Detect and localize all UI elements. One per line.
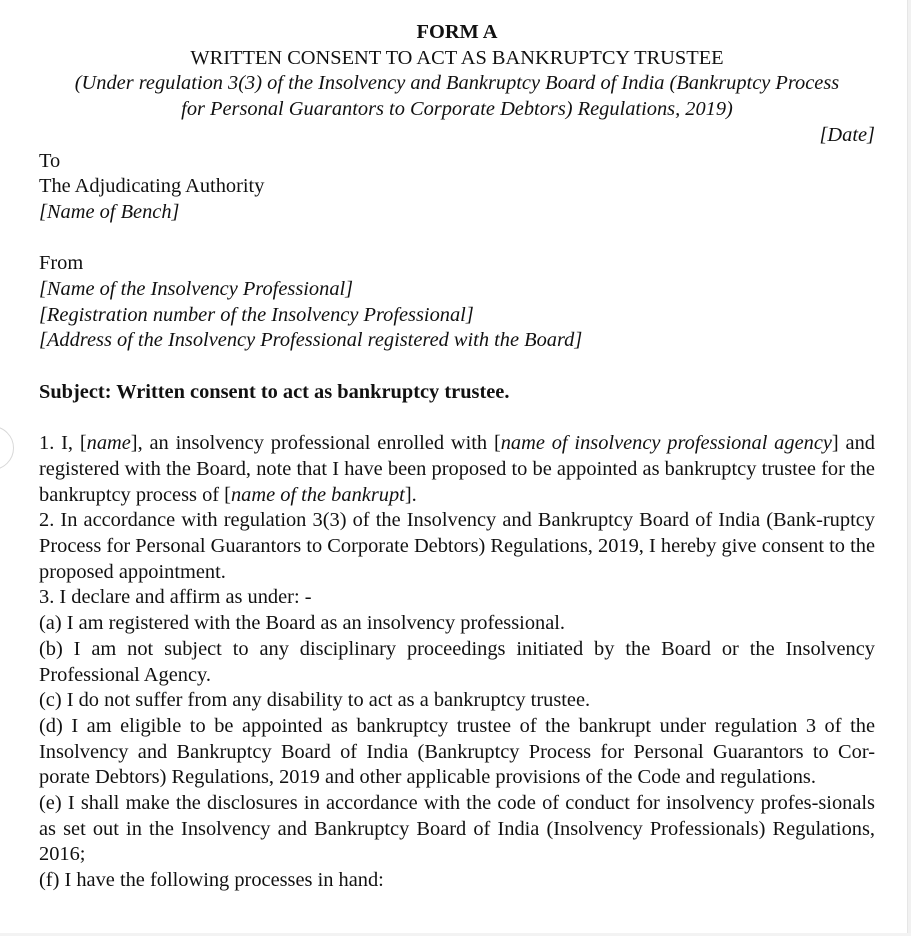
bench-placeholder: [Name of Bench] bbox=[39, 200, 180, 223]
item-e: (e) I shall make the disclosures in accordance with the code of conduct for insolvency profes-sionals as set out in the Insolvency and Bankruptcy Board of India (Insolvency Professionals) Regulations, 2016; bbox=[39, 792, 875, 866]
para1-mid2: ] and registered with the Board, note that I have been proposed to be appointed as bankruptcy trustee for the bankruptcy process of [ bbox=[39, 432, 875, 506]
registration-number-placeholder: [Registration number of the Insolvency Professional] bbox=[39, 303, 474, 326]
item-c: (c) I do not suffer from any disability to act as a bankruptcy trustee. bbox=[39, 689, 591, 712]
paragraph-2: 2. In accordance with regulation 3(3) of the Insolvency and Bankruptcy Board of India (Bank-ruptcy Process for Personal Guarantors to Corporate Debtors) Regulations, 2019, I hereby give consent to the proposed appointment. bbox=[39, 509, 875, 583]
scroll-handle[interactable] bbox=[0, 426, 14, 470]
to-block bbox=[39, 149, 875, 226]
item-a: (a) I am registered with the Board as an insolvency professional. bbox=[39, 612, 566, 635]
agency-placeholder: name of insolvency professional agency bbox=[500, 432, 832, 455]
date-placeholder: [Date] bbox=[819, 123, 875, 146]
subject-line: Subject: Written consent to act as bankruptcy trustee. bbox=[39, 380, 510, 403]
authority-name: The Adjudicating Authority bbox=[39, 175, 265, 198]
paragraph-3: 3. I declare and affirm as under: - bbox=[39, 586, 312, 609]
form-subtitle-line2: for Personal Guarantors to Corporate Debtors) Regulations, 2019) bbox=[181, 98, 733, 121]
item-f: (f) I have the following processes in hand: bbox=[39, 869, 384, 892]
para1-mid1: ], an insolvency professional enrolled with [ bbox=[130, 432, 501, 455]
to-label: To bbox=[39, 149, 61, 172]
form-title: WRITTEN CONSENT TO ACT AS BANKRUPTCY TRUSTEE bbox=[190, 46, 724, 69]
item-d: (d) I am eligible to be appointed as bankruptcy trustee of the bankrupt under regulation 3 of the Insolvency and Bankruptcy Board of India (Bankruptcy Process for Personal Guarantors to Cor-porate Debtors) Regulations, 2019 and other applicable provisions of the Code and regulations. bbox=[39, 714, 875, 789]
scrollbar-track[interactable] bbox=[907, 0, 911, 936]
para1-pre: 1. I, [ bbox=[39, 432, 87, 455]
address-placeholder: [Address of the Insolvency Professional registered with the Board] bbox=[39, 329, 583, 352]
bankrupt-placeholder: name of the bankrupt bbox=[230, 483, 405, 506]
paragraph-1 bbox=[39, 431, 875, 508]
professional-name-placeholder: [Name of the Insolvency Professional] bbox=[39, 278, 354, 301]
from-label: From bbox=[39, 252, 84, 275]
item-b: (b) I am not subject to any disciplinary proceedings initiated by the Board or the Insolvency Professional Agency. bbox=[39, 637, 875, 686]
name-placeholder: name bbox=[86, 432, 131, 455]
document-page bbox=[39, 20, 875, 894]
para1-end: ]. bbox=[404, 483, 417, 506]
form-subtitle-line1: (Under regulation 3(3) of the Insolvency and Bankruptcy Board of India (Bankruptcy Process bbox=[74, 72, 840, 95]
from-block bbox=[39, 251, 875, 354]
form-heading: FORM A bbox=[416, 21, 498, 43]
